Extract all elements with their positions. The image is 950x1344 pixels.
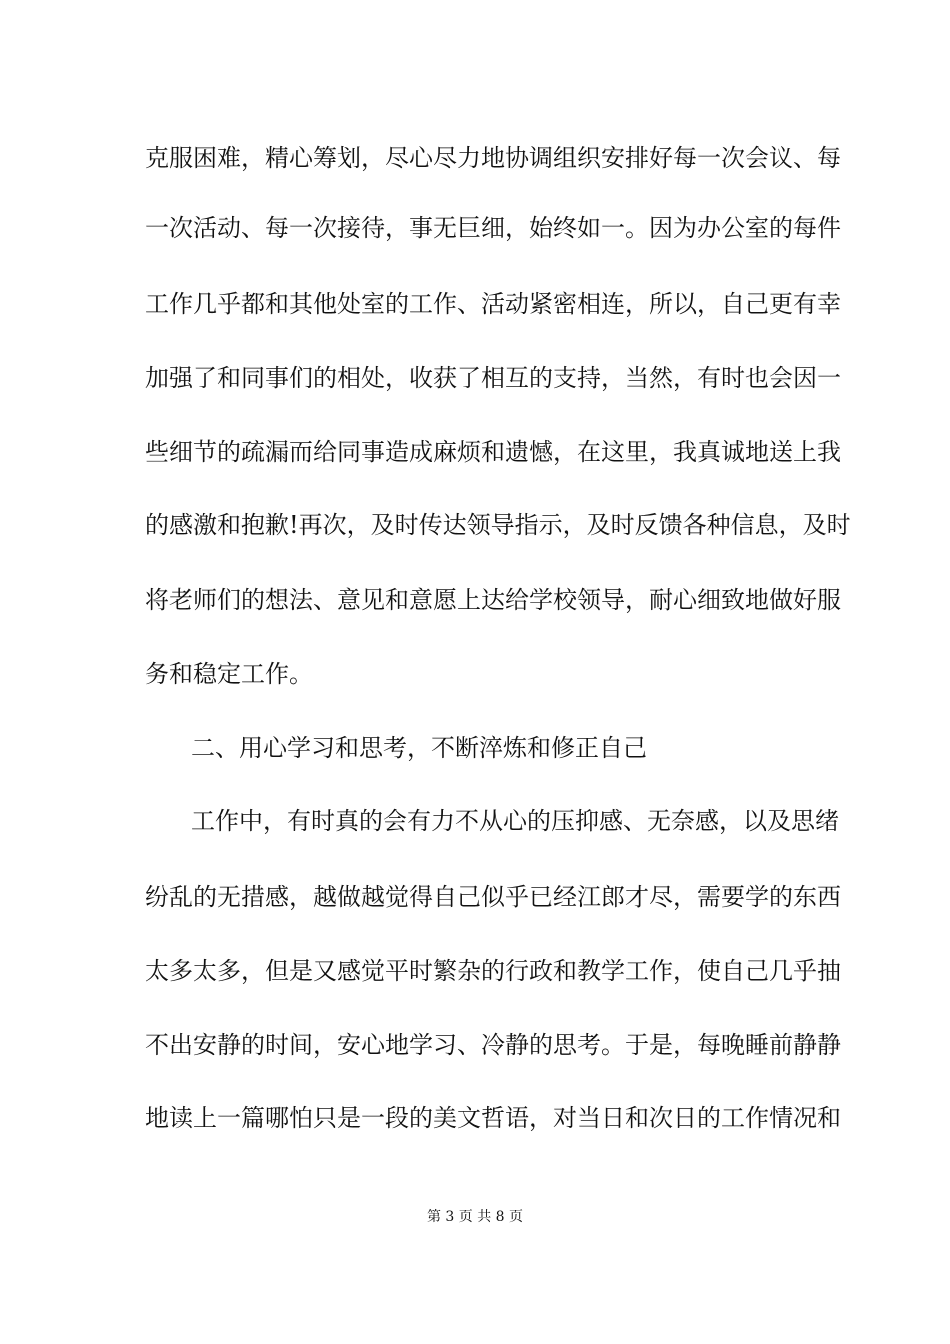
section-heading: 二、用心学习和思考，不断淬炼和修正自己 (191, 734, 647, 762)
paragraph-line: 克服困难，精心筹划，尽心尽力地协调组织安排好每一次会议、每 (145, 144, 841, 172)
paragraph-line: 工作几乎都和其他处室的工作、活动紧密相连，所以，自己更有幸 (145, 290, 841, 318)
paragraph-line: 太多太多，但是又感觉平时繁杂的行政和教学工作，使自己几乎抽 (145, 957, 841, 985)
paragraph-line: 将老师们的想法、意见和意愿上达给学校领导，耐心细致地做好服 (145, 586, 841, 614)
paragraph-line: 工作中，有时真的会有力不从心的压抑感、无奈感，以及思绪 (191, 807, 839, 835)
paragraph-line: 些细节的疏漏而给同事造成麻烦和遗憾，在这里，我真诚地送上我 (145, 438, 841, 466)
paragraph-line: 地读上一篇哪怕只是一段的美文哲语，对当日和次日的工作情况和 (145, 1104, 841, 1132)
paragraph-line: 纷乱的无措感，越做越觉得自己似乎已经江郎才尽，需要学的东西 (145, 883, 841, 911)
paragraph-line: 加强了和同事们的相处，收获了相互的支持，当然，有时也会因一 (145, 364, 841, 392)
page-number: 第 3 页 共 8 页 (426, 1209, 524, 1225)
page-footer (0, 1208, 950, 1226)
paragraph-line: 务和稳定工作。 (145, 660, 313, 688)
paragraph-line: 一次活动、每一次接待，事无巨细，始终如一。因为办公室的每件 (145, 214, 841, 242)
paragraph-line: 的感激和抱歉!再次，及时传达领导指示，及时反馈各种信息，及时 (145, 511, 851, 539)
paragraph-line: 不出安静的时间，安心地学习、冷静的思考。于是，每晚睡前静静 (145, 1031, 841, 1059)
